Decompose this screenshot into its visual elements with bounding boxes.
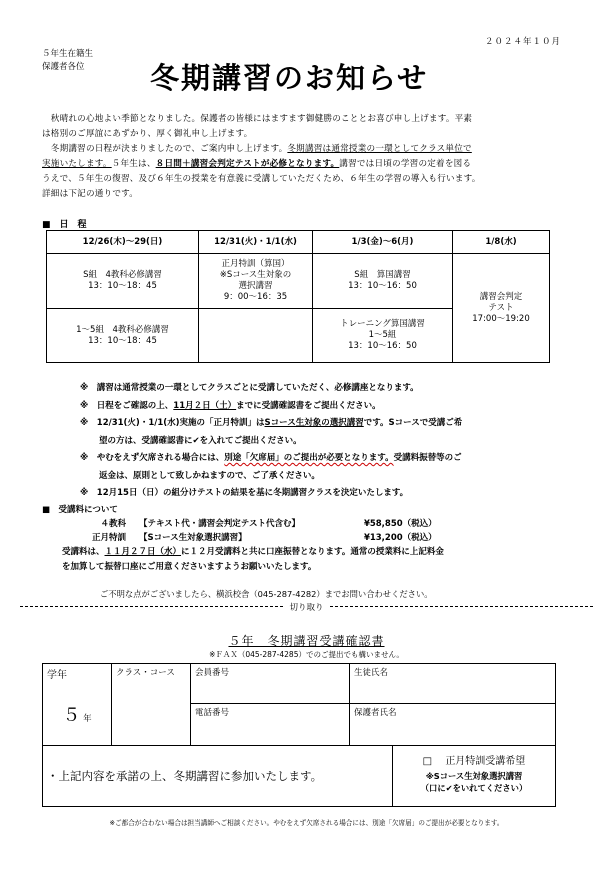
intro-line-1: 秋晴れの心地よい季節となりました。保護者の皆様にはますます御健勝のこととお喜び申し上げます。平素 xyxy=(42,114,473,124)
fee-line-tail: に１２月受講料と共に口座振替となります。通常の授業料に上記料金 xyxy=(181,547,444,557)
note-mark: ※ xyxy=(80,418,89,428)
special-course-checkbox[interactable]: □ xyxy=(422,756,433,767)
consent-text: ・上記内容を承諾の上、冬期講習に参加いたします。 xyxy=(43,746,393,806)
class-course-label: クラス・コース xyxy=(116,668,175,678)
fee-row-2 xyxy=(78,531,437,545)
parent-name-field[interactable] xyxy=(350,704,556,746)
fee-date: １１月２７日（水） xyxy=(104,547,182,557)
fees-heading: ■ 受講料について xyxy=(42,505,118,515)
test-time: 17:00～19:20 xyxy=(472,313,530,324)
special-course-instruction: （口に✔をいれてください） xyxy=(420,783,528,793)
note-2-tail: までに受講確認書をご提出ください。 xyxy=(236,400,381,411)
fee-price: ¥58,850（税込） xyxy=(363,519,437,529)
grade-label: 学年 xyxy=(47,670,67,681)
para2-underlined: 冬期講習は通常授業の一環としてクラス単位で xyxy=(287,144,472,154)
fee-desc: 【Sコース生対象選択講習】 xyxy=(138,533,247,543)
para2-grade: ５年生は、 xyxy=(111,159,156,169)
page-title: 冬期講習のお知らせ xyxy=(150,61,429,95)
training-classes: 1～5組 xyxy=(368,330,397,340)
consent-row xyxy=(43,746,556,807)
fee-name: 正月特訓 xyxy=(91,533,126,543)
fee-desc: 【テキスト代・講習会判定テスト代含む】 xyxy=(138,519,300,529)
regular-class-label: 1～5組 4教科必修講習 xyxy=(76,324,169,335)
new-year-label: 正月特訓（算国） xyxy=(221,259,290,269)
schedule-cell-regular-class xyxy=(47,309,199,363)
note-4 xyxy=(80,450,590,468)
schedule-table xyxy=(46,230,550,363)
grade-value-wrap xyxy=(47,701,107,727)
note-1-text: 講習は通常授業の一環としてクラスごとに受講していただく、必修講座となります。 xyxy=(96,383,419,393)
schedule-cell-s-class-jan xyxy=(313,254,453,309)
note-2-deadline: 11月２日（土） xyxy=(173,400,237,411)
phone-number-field[interactable] xyxy=(191,704,350,746)
member-number-field[interactable] xyxy=(191,664,350,704)
new-year-note-2: 選択講習 xyxy=(238,281,273,291)
parent-name-label: 保護者氏名 xyxy=(354,708,397,718)
s-class-label: S組 4教科必修講習 xyxy=(83,270,162,280)
phone-number-label: 電話番号 xyxy=(195,708,230,718)
test-label-2: テスト xyxy=(488,302,514,313)
cut-label: 切り取り xyxy=(283,603,329,613)
new-year-note: ※Sコース生対象の xyxy=(219,270,292,280)
note-5-text: 12月15日（日）の組分けテストの結果を基に冬期講習クラスを決定いたします。 xyxy=(96,488,409,498)
recipient-line-1: ５年生在籍生 xyxy=(42,49,94,59)
note-3-cont: 望の方は、受講確認書に✔を入れてご提出ください。 xyxy=(99,435,302,446)
para2-line-3: うえで、５年生の復習、及び６年生の授業を有意義に受講していただくため、６年生の学習の導入も行います。 xyxy=(42,174,481,184)
note-4-tail: 受講料振替等のご xyxy=(393,453,462,463)
schedule-header-1: 12/26(木)～29(日) xyxy=(47,231,199,254)
form-title: ５年 冬期講習受講確認書 xyxy=(228,634,385,648)
fax-note: ※ＦＡＸ（045-287-4285）でのご提出でも構いません。 xyxy=(209,650,404,659)
regular-class-time: 13：10～18：45 xyxy=(88,335,157,346)
note-mark: ※ xyxy=(80,453,89,463)
form-footer: ※ご都合が合わない場合は担当講師へご相談ください。やむをえず欠席される場合には、別途「欠席届」のご提出が必要となります。 xyxy=(109,819,504,827)
intro-text xyxy=(42,112,582,202)
schedule-cell-training xyxy=(313,309,453,363)
note-3-text: 12/31(火)・1/1(水)実施の「正月特訓」は xyxy=(96,418,265,428)
schedule-cell-new-year xyxy=(199,254,313,309)
note-3-tail: です。Sコースで受講ご希 xyxy=(363,418,463,428)
note-3 xyxy=(80,415,590,433)
s-class-time: 13：10～18：45 xyxy=(88,281,157,291)
schedule-header-2: 12/31(火)・1/1(水) xyxy=(199,231,313,254)
fee-name: ４教科 xyxy=(100,519,126,529)
para2-line-1 xyxy=(42,142,582,157)
recipient-line-2: 保護者各位 xyxy=(42,62,85,72)
para2-line-4: 詳細は下記の通りです。 xyxy=(42,189,139,199)
student-name-label: 生徒氏名 xyxy=(354,668,389,678)
cut-label-wrap xyxy=(0,601,613,613)
class-course-field[interactable] xyxy=(112,664,191,746)
training-time: 13：10～16：50 xyxy=(348,341,417,351)
para2-tail: 講習では日頃の学習の定着を図る xyxy=(339,159,472,169)
note-2-text: 日程をご確認の上、 xyxy=(96,400,174,411)
fee-payment-line-2: を加算して振替口座にご用意くださいますようお願いいたします。 xyxy=(62,562,317,572)
note-4-text: やむをえず欠席される場合には、 xyxy=(96,453,225,463)
special-course-label: 正月特訓受講希望 xyxy=(445,756,526,767)
new-year-time: 9：00～16：35 xyxy=(223,292,288,302)
fee-row-1 xyxy=(78,517,437,531)
test-label: 講習会判定 xyxy=(479,291,523,302)
contact-text: ご不明な点がございましたら、横浜校舎（045-287-4282）までお問い合わせください。 xyxy=(100,589,433,599)
member-number-label: 会員番号 xyxy=(195,668,230,678)
note-4-wavy: 別途「欠席届」のご提出が必要となります。 xyxy=(224,453,394,463)
training-label: トレーニング算国講習 xyxy=(340,319,425,329)
note-mark: ※ xyxy=(80,400,89,411)
para2-required: ８日間＋講習会判定テストが必修となります。 xyxy=(155,159,340,169)
para2-line-2 xyxy=(42,157,582,172)
document-date: ２０２４年１０月 xyxy=(484,37,561,47)
s-class-jan-time: 13：10～16：50 xyxy=(348,281,417,291)
schedule-cell-s-class xyxy=(47,254,199,309)
note-2 xyxy=(80,398,590,416)
fee-line-text: 受講料は、 xyxy=(62,547,105,557)
note-5 xyxy=(80,485,590,503)
special-course-sub: ※Sコース生対象選択講習 xyxy=(425,771,523,781)
s-class-jan-label: S組 算国講習 xyxy=(354,270,411,280)
grade-cell xyxy=(43,664,112,746)
para2-underlined-2: 実施いたします。 xyxy=(42,159,112,169)
schedule-heading: ■ 日 程 xyxy=(42,220,87,230)
intro-line-2: は格別のご厚誼にあずかり、厚く御礼申し上げます。 xyxy=(42,129,253,139)
consent-inner xyxy=(43,746,555,806)
note-mark: ※ xyxy=(80,488,89,498)
confirmation-form xyxy=(42,663,556,807)
special-course-box xyxy=(393,746,555,806)
schedule-cell-test xyxy=(453,254,550,363)
notes-list xyxy=(80,380,590,503)
student-name-field[interactable] xyxy=(350,664,556,704)
form-title-wrap xyxy=(0,632,613,649)
fee-price: ¥13,200（税込） xyxy=(363,533,437,543)
fee-rows xyxy=(78,517,437,545)
schedule-header-3: 1/3(金)～6(月) xyxy=(313,231,453,254)
special-course-line xyxy=(393,752,555,767)
fee-payment-text xyxy=(62,545,582,575)
fee-payment-line-1 xyxy=(62,545,582,560)
note-mark: ※ xyxy=(80,383,89,393)
note-1 xyxy=(80,380,590,398)
grade-unit: 年 xyxy=(83,714,92,724)
note-3-underlined: Sコース生対象の選択講習 xyxy=(264,418,364,428)
schedule-cell-empty xyxy=(199,309,313,363)
schedule-header-4: 1/8(水) xyxy=(453,231,550,254)
para2-text: 冬期講習の日程が決まりましたので、ご案内申し上げます。 xyxy=(42,144,288,154)
note-4-cont: 返金は、原則として致しかねますので、ご了承ください。 xyxy=(99,470,320,481)
grade-value: ５ xyxy=(62,705,81,726)
